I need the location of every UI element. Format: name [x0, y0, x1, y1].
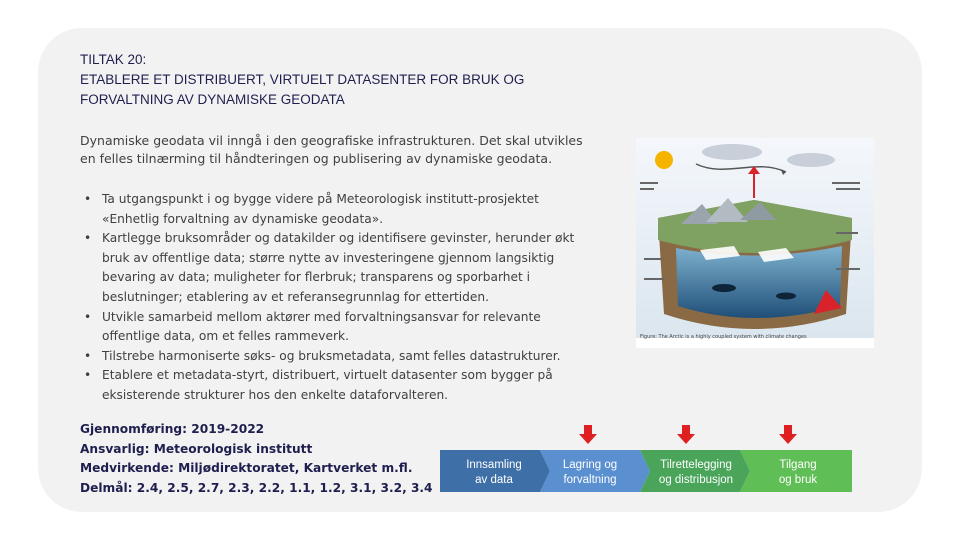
bullet-marker: •: [84, 231, 92, 246]
flow-step-4-line2: og bruk: [778, 474, 818, 486]
bullet-text-line: Kartlegge bruksområder og datakilder og identifisere gevinster, herunder økt: [102, 231, 575, 246]
arctic-system-figure: [636, 138, 874, 348]
action-bullet-list: [80, 190, 610, 406]
bullet-text-line: Utvikle samarbeid mellom aktører med forvaltningsansvar for relevante: [102, 309, 541, 324]
responsible-party: Ansvarlig: Meteorologisk institutt: [80, 441, 313, 456]
bullet-item: [80, 190, 610, 229]
bullet-text-line: offentlige data, om et felles rammeverk.: [102, 329, 349, 344]
intro-line-2: en felles tilnærming til håndteringen og publisering av dynamiske geodata.: [80, 151, 553, 166]
intro-line-1: Dynamiske geodata vil inngå i den geografiske infrastrukturen. Det skal utvikles: [80, 133, 583, 148]
title-line-3: FORVALTNING AV DYNAMISKE GEODATA: [80, 92, 345, 107]
bullet-item: [80, 308, 610, 347]
bullet-item: [80, 347, 610, 367]
arrow-down-icon: [676, 425, 696, 445]
flow-step-2-line2: forvaltning: [563, 474, 617, 486]
flow-step-3-line2: og distribusjon: [658, 474, 734, 486]
bullet-marker: •: [84, 368, 92, 383]
bullet-marker: •: [84, 192, 92, 206]
flow-step-1-line1: Innsamling: [466, 459, 522, 471]
intro-paragraph: [80, 132, 600, 168]
sub-goals: Delmål: 2.4, 2.5, 2.7, 2.3, 2.2, 1.1, 1.2, 3.1, 3.2, 3.4: [80, 480, 433, 495]
bullet-text-line: Tilstrebe harmoniserte søks- og bruksmetadata, samt felles datastrukturer.: [102, 348, 561, 363]
arrow-down-icon: [578, 425, 598, 445]
bullet-item: [80, 366, 610, 405]
bullet-text-line: bruk av offentlige data; større nytte av investeringene gjennom langsiktig: [102, 250, 555, 265]
bullet-text-line: bevaring av data; muligheter for flerbruk; transparens og sporbarhet i: [102, 270, 531, 285]
bullet-text-line: beslutninger; etablering av et referansegrunnlag for ettertiden.: [102, 289, 489, 304]
bullet-text-line: Ta utgangspunkt i og bygge videre på Meteorologisk institutt-prosjektet: [102, 192, 539, 206]
contributors: Medvirkende: Miljødirektoratet, Kartverket m.fl.: [80, 461, 413, 476]
title-line-2: ETABLERE ET DISTRIBUERT, VIRTUELT DATASENTER FOR BRUK OG: [80, 72, 525, 87]
bullet-marker: •: [84, 309, 92, 324]
process-flow: [440, 450, 852, 492]
bullet-marker: •: [84, 348, 92, 363]
flow-step-2-line1: Lagring og: [562, 459, 618, 471]
flow-step-1-line2: av data: [475, 474, 513, 486]
project-facts: [80, 420, 440, 498]
page-title: [80, 50, 600, 110]
flow-step-3-line1: Tilrettelegging: [660, 459, 732, 471]
figure-caption: Figure: The Arctic is a highly coupled system with climate changes: [640, 334, 807, 340]
sun-icon: [655, 151, 673, 169]
bullet-text-line: Etablere et metadata-styrt, distribuert, virtuelt datasenter som bygger på: [102, 368, 553, 383]
arctic-system-illustration: [636, 138, 874, 338]
title-line-1: TILTAK 20:: [80, 52, 147, 67]
bullet-item: [80, 229, 610, 307]
arrow-down-icon: [778, 425, 798, 445]
implementation-period: Gjennomføring: 2019-2022: [80, 422, 265, 436]
bullet-text-line: eksisterende strukturer hos den enkelte dataforvalteren.: [102, 387, 449, 402]
flow-step-4-line1: Tilgang: [779, 459, 817, 471]
bullet-text-line: «Enhetlig forvaltning av dynamiske geodata».: [102, 211, 384, 226]
